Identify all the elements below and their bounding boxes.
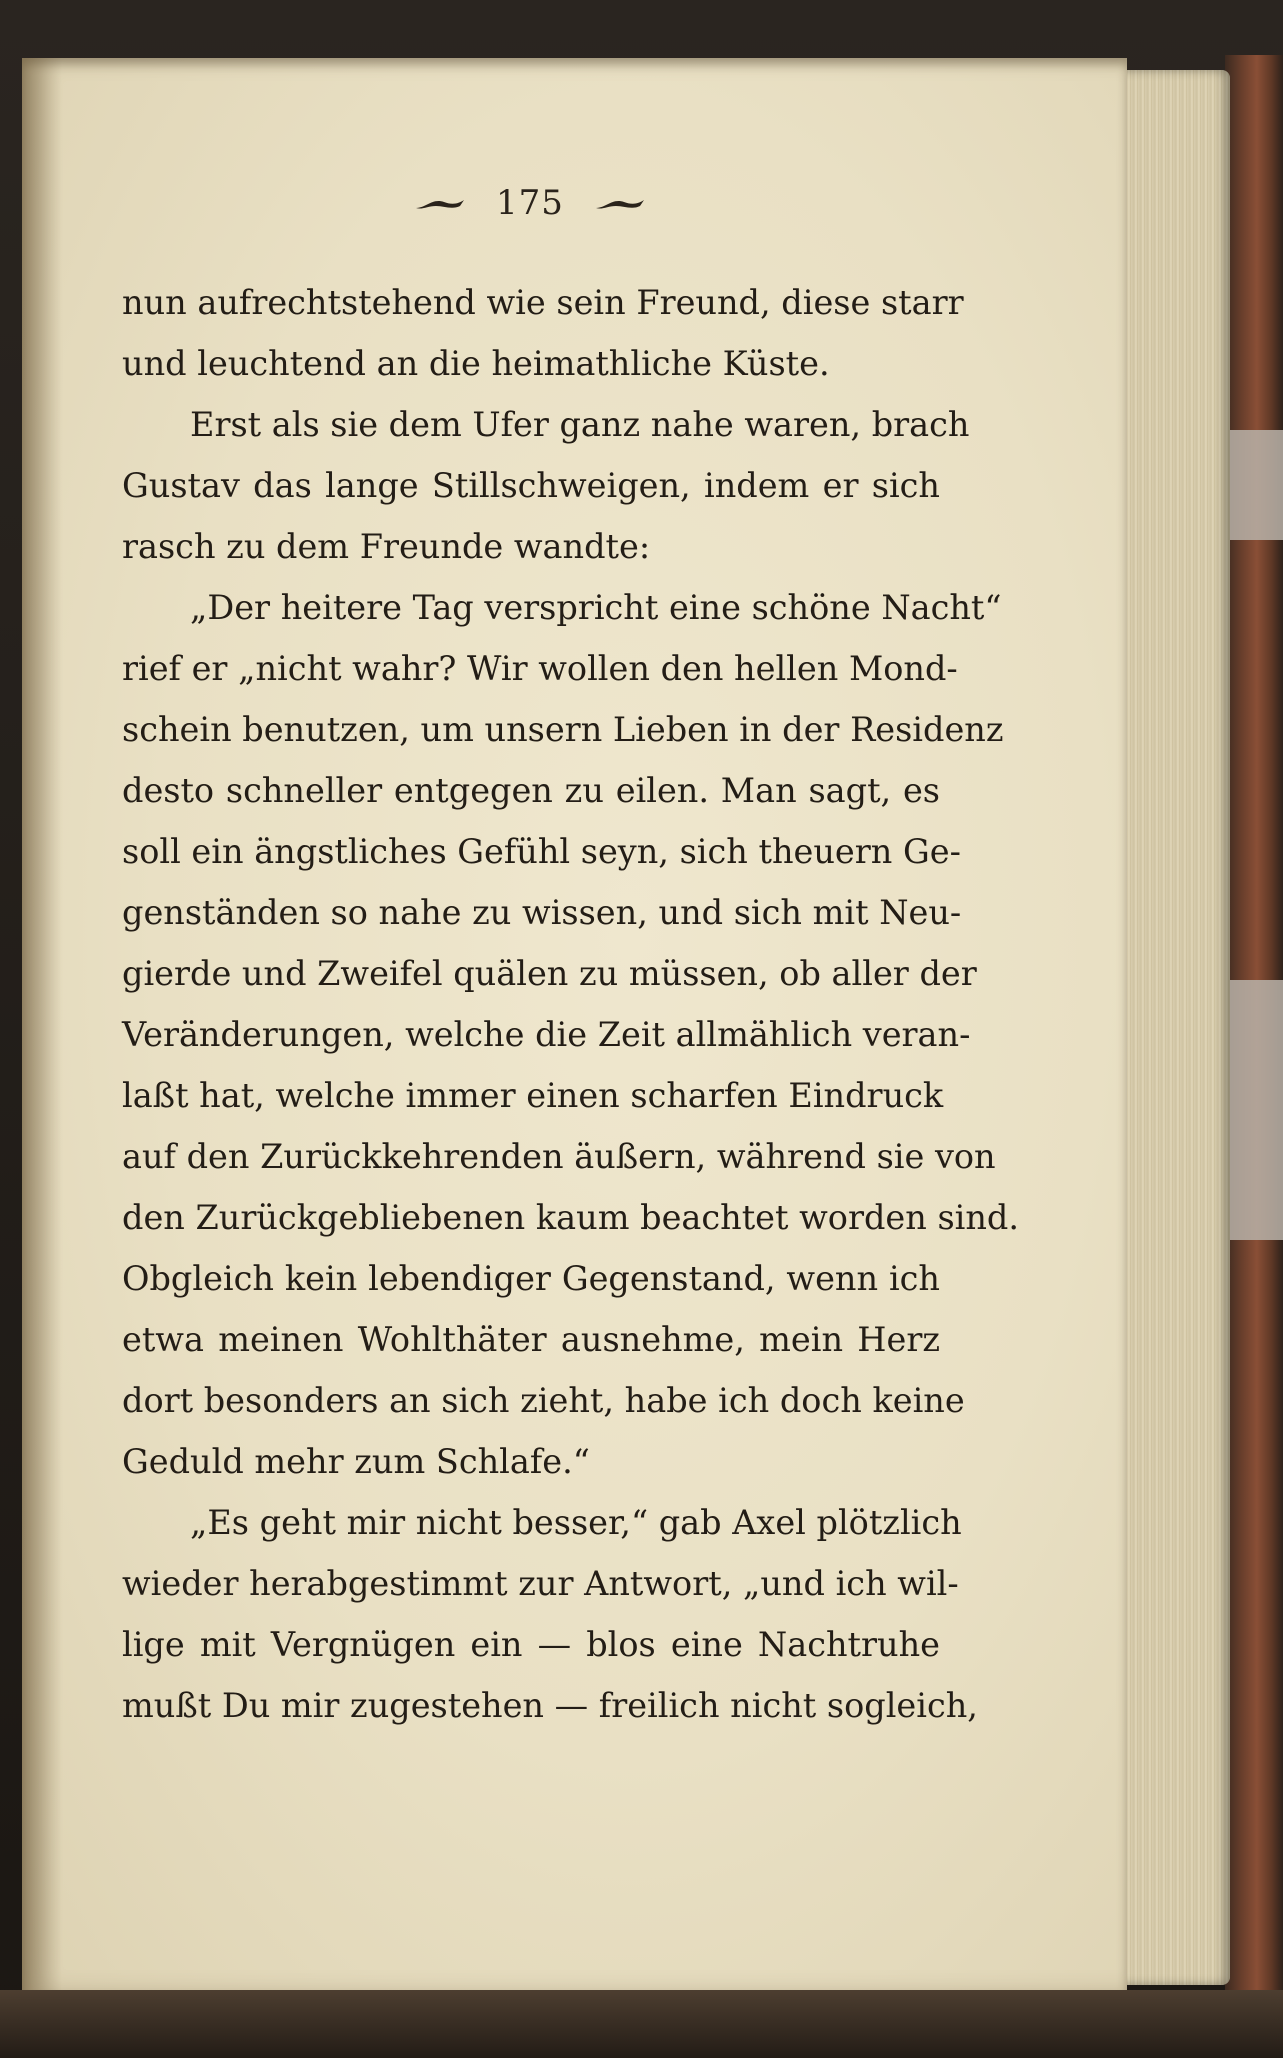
page-edges [1110, 70, 1230, 1985]
text-line: Erst als sie dem Ufer ganz nahe waren, brach [190, 405, 970, 444]
text-line: Veränderungen, welche die Zeit allmählich veran- [122, 1015, 971, 1054]
text-line: wieder herabgestimmt zur Antwort, „und ich wil- [122, 1564, 959, 1603]
ornament-right-icon [594, 194, 646, 212]
text-line: mußt Du mir zugestehen — freilich nicht sogleich, [122, 1686, 978, 1725]
text-line: Geduld mehr zum Schlafe.“ [122, 1442, 590, 1481]
text-line: rasch zu dem Freunde wandte: [122, 527, 651, 566]
text-line: schein benutzen, um unsern Lieben in der Residenz [122, 710, 1004, 749]
page-header [400, 178, 660, 228]
text-line: lige mit Vergnügen ein — blos eine Nachtruhe [122, 1625, 940, 1664]
scan-bottom-edge [0, 1990, 1283, 2058]
text-line: und leuchtend an die heimathliche Küste. [122, 344, 830, 383]
text-line: Gustav das lange Stillschweigen, indem er sich [122, 466, 940, 505]
text-line: laßt hat, welche immer einen scharfen Eindruck [122, 1076, 944, 1115]
text-line: etwa meinen Wohlthäter ausnehme, mein Herz [122, 1320, 940, 1359]
text-line: soll ein ängstliches Gefühl seyn, sich theuern Ge- [122, 832, 961, 871]
text-line: auf den Zurückkehrenden äußern, während sie von [122, 1137, 996, 1176]
cover-wear-mark [1228, 430, 1283, 540]
page-text [122, 272, 1020, 1736]
gutter-shadow [22, 58, 62, 1993]
text-line: nun aufrechtstehend wie sein Freund, diese starr [122, 283, 964, 322]
text-line: den Zurückgebliebenen kaum beachtet worden sind. [122, 1198, 1020, 1237]
text-line: dort besonders an sich zieht, habe ich doch keine [122, 1381, 965, 1420]
ornament-left-icon [414, 194, 466, 212]
text-line: desto schneller entgegen zu eilen. Man sagt, es [122, 771, 940, 810]
text-line: „Es geht mir nicht besser,“ gab Axel plötzlich [190, 1503, 962, 1542]
cover-wear-mark [1228, 980, 1283, 1240]
text-line: rief er „nicht wahr? Wir wollen den hellen Mond- [122, 649, 958, 688]
text-line: genständen so nahe zu wissen, und sich mit Neu- [122, 893, 962, 932]
page-number: 175 [496, 183, 564, 223]
text-line: „Der heitere Tag verspricht eine schöne Nacht“ [190, 588, 1002, 627]
text-line: Obgleich kein lebendiger Gegenstand, wenn ich [122, 1259, 940, 1298]
text-line: gierde und Zweifel quälen zu müssen, ob aller der [122, 954, 977, 993]
